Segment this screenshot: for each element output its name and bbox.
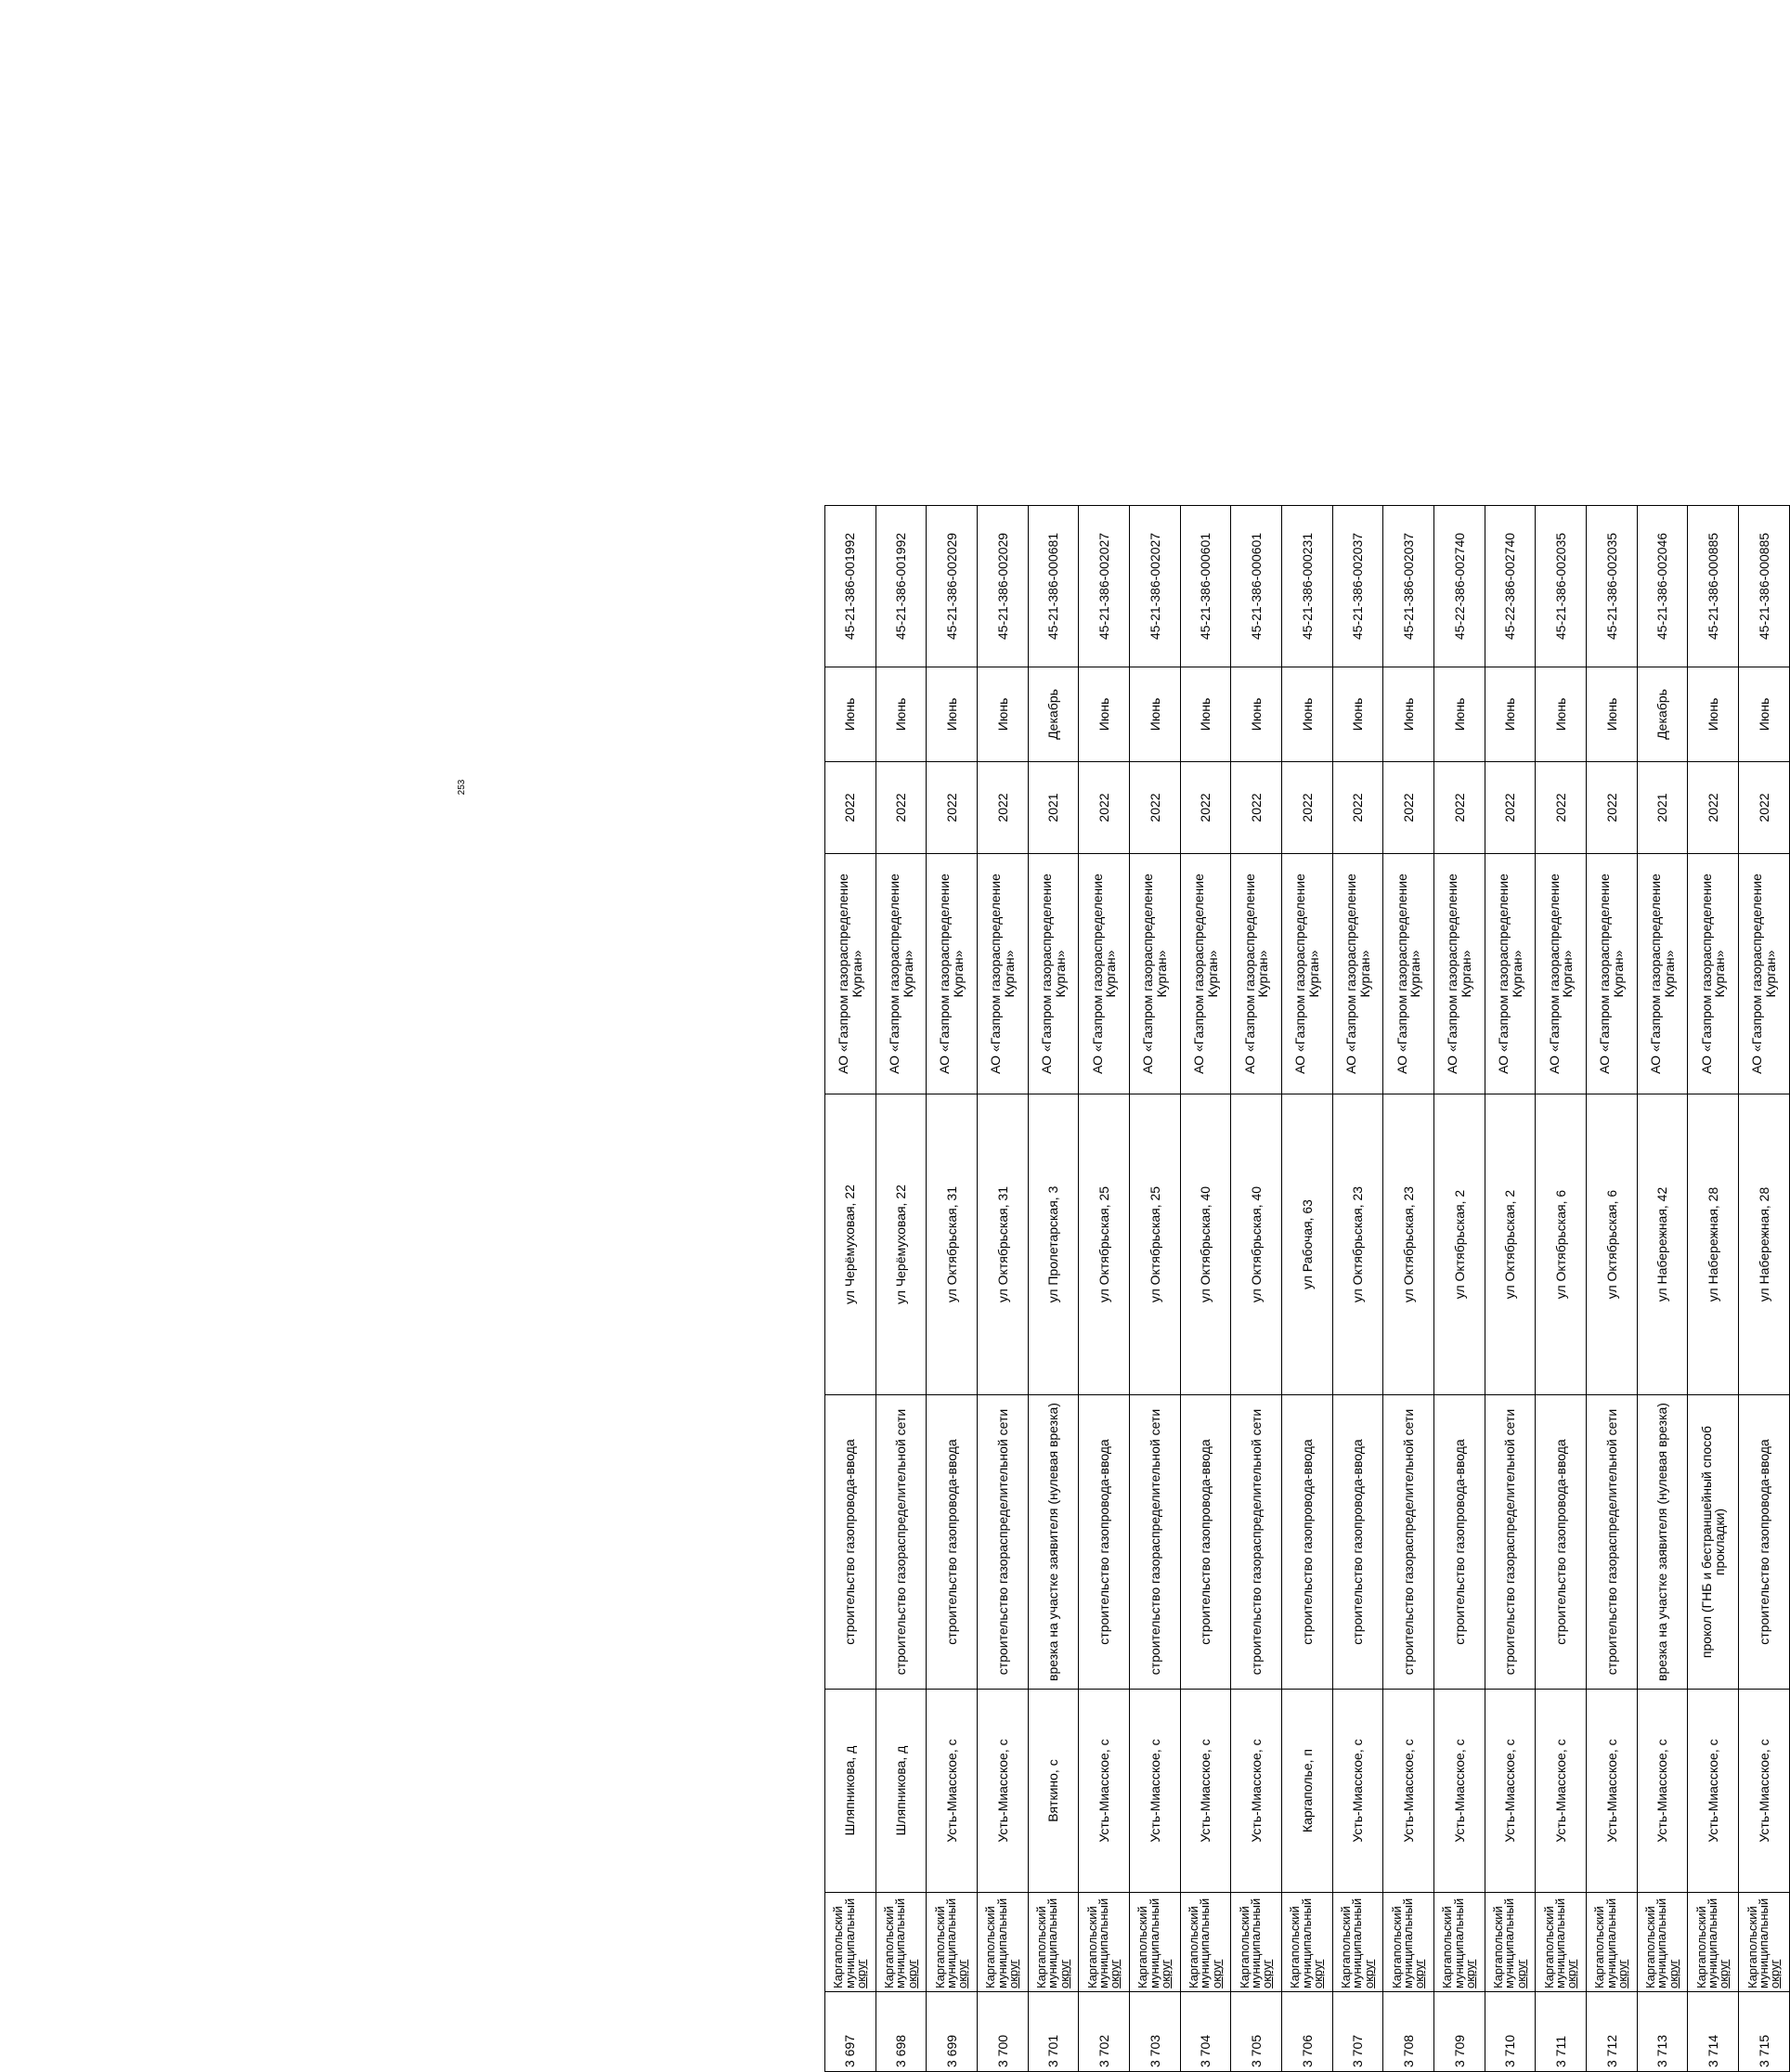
- locality-cell: Усть-Миасское, с: [1079, 1690, 1130, 1893]
- application-code-cell: 45-21-386-001992: [876, 506, 927, 667]
- district-line-3: округ: [1260, 1959, 1275, 1988]
- organization-cell: АО «Газпром газораспределение Курган»: [1637, 854, 1688, 1094]
- table-row: [1637, 506, 1688, 2072]
- district-cell: [1079, 1893, 1130, 1992]
- address-cell: ул Октябрьская, 6: [1536, 1094, 1587, 1395]
- district-cell: [825, 1893, 876, 1992]
- locality-cell: Шляпникова, д: [825, 1690, 876, 1893]
- address-cell: ул Набережная, 42: [1637, 1094, 1688, 1395]
- table-row: [1332, 506, 1383, 2072]
- locality-cell: Усть-Миасское, с: [1536, 1690, 1587, 1893]
- month-cell: Июнь: [1536, 667, 1587, 762]
- locality-cell: Усть-Миасское, с: [1434, 1690, 1485, 1893]
- row-number-cell: 3 709: [1434, 1992, 1485, 2072]
- district-line-2: муниципальный: [1654, 1897, 1669, 1988]
- application-code-cell: 45-21-386-002037: [1332, 506, 1383, 667]
- district-line-1: Каргапольский: [1491, 1906, 1506, 1988]
- page-number: 253: [457, 779, 467, 796]
- district-cell: [927, 1893, 978, 1992]
- district-line-2: муниципальный: [1045, 1897, 1060, 1988]
- table-row: [1180, 506, 1231, 2072]
- address-cell: ул Черёмуховая, 22: [876, 1094, 927, 1395]
- district-line-1: Каргапольский: [983, 1906, 998, 1988]
- application-code-cell: 45-21-386-002035: [1536, 506, 1587, 667]
- table-row: [1587, 506, 1638, 2072]
- work-type-cell: строительство газопровода-ввода: [1332, 1395, 1383, 1690]
- application-code-cell: 45-21-386-000681: [1028, 506, 1079, 667]
- district-line-2: муниципальный: [944, 1897, 958, 1988]
- table-row: [927, 506, 978, 2072]
- address-cell: ул Октябрьская, 25: [1079, 1094, 1130, 1395]
- locality-cell: Усть-Миасское, с: [1637, 1690, 1688, 1893]
- table-row: [1130, 506, 1181, 2072]
- organization-cell: АО «Газпром газораспределение Курган»: [1028, 854, 1079, 1094]
- application-code-cell: 45-21-386-001992: [825, 506, 876, 667]
- month-cell: Июнь: [978, 667, 1029, 762]
- address-cell: ул Октябрьская, 2: [1485, 1094, 1536, 1395]
- address-cell: ул Октябрьская, 2: [1434, 1094, 1485, 1395]
- table-row: [1231, 506, 1282, 2072]
- district-line-2: муниципальный: [1756, 1897, 1771, 1988]
- locality-cell: Усть-Миасское, с: [1383, 1690, 1434, 1893]
- row-number-cell: 3 698: [876, 1992, 927, 2072]
- district-line-2: муниципальный: [893, 1897, 908, 1988]
- year-cell: 2021: [1637, 762, 1688, 854]
- district-line-2: муниципальный: [1299, 1897, 1314, 1988]
- address-cell: ул Октябрьская, 40: [1180, 1094, 1231, 1395]
- month-cell: Июнь: [825, 667, 876, 762]
- organization-cell: АО «Газпром газораспределение Курган»: [978, 854, 1029, 1094]
- district-line-1: Каргапольский: [1693, 1906, 1708, 1988]
- district-line-3: округ: [1006, 1959, 1021, 1988]
- district-line-1: Каргапольский: [1541, 1906, 1556, 1988]
- address-cell: ул Октябрьская, 6: [1587, 1094, 1638, 1395]
- application-code-cell: 45-21-386-002046: [1637, 506, 1688, 667]
- table-row: [1739, 506, 1790, 2072]
- year-cell: 2022: [1536, 762, 1587, 854]
- district-line-1: Каргапольский: [1339, 1906, 1354, 1988]
- locality-cell: Усть-Миасское, с: [1180, 1690, 1231, 1893]
- work-type-cell: строительство газораспределительной сети: [1231, 1395, 1282, 1690]
- register-table: [824, 505, 1790, 2072]
- year-cell: 2022: [1079, 762, 1130, 854]
- work-type-cell: строительство газораспределительной сети: [1383, 1395, 1434, 1690]
- work-type-cell: строительство газораспределительной сети: [978, 1395, 1029, 1690]
- organization-cell: АО «Газпром газораспределение Курган»: [876, 854, 927, 1094]
- year-cell: 2022: [825, 762, 876, 854]
- table-row: [1028, 506, 1079, 2072]
- district-line-2: муниципальный: [1249, 1897, 1264, 1988]
- locality-cell: Усть-Миасское, с: [1332, 1690, 1383, 1893]
- locality-cell: Усть-Миасское, с: [1587, 1690, 1638, 1893]
- district-cell: [1637, 1893, 1688, 1992]
- district-line-1: Каргапольский: [881, 1906, 896, 1988]
- district-line-2: муниципальный: [1401, 1897, 1416, 1988]
- row-number-cell: 3 700: [978, 1992, 1029, 2072]
- locality-cell: Усть-Миасское, с: [927, 1690, 978, 1893]
- row-number-cell: 3 701: [1028, 1992, 1079, 2072]
- row-number-cell: 3 705: [1231, 1992, 1282, 2072]
- district-line-1: Каргапольский: [1745, 1906, 1759, 1988]
- month-cell: Июнь: [1739, 667, 1790, 762]
- month-cell: Июнь: [927, 667, 978, 762]
- district-line-3: округ: [1513, 1959, 1528, 1988]
- district-line-3: округ: [1615, 1959, 1630, 1988]
- district-line-2: муниципальный: [1350, 1897, 1365, 1988]
- district-cell: [1028, 1893, 1079, 1992]
- district-line-3: округ: [1768, 1959, 1783, 1988]
- district-cell: [1536, 1893, 1587, 1992]
- district-line-1: Каргапольский: [831, 1906, 846, 1988]
- district-line-1: Каргапольский: [1237, 1906, 1252, 1988]
- application-code-cell: 45-21-386-002027: [1130, 506, 1181, 667]
- district-line-3: округ: [1666, 1959, 1680, 1988]
- district-line-2: муниципальный: [1553, 1897, 1568, 1988]
- district-line-3: округ: [1564, 1959, 1579, 1988]
- year-cell: 2022: [1434, 762, 1485, 854]
- work-type-cell: врезка на участке заявителя (нулевая врезка): [1028, 1395, 1079, 1690]
- month-cell: Июнь: [1079, 667, 1130, 762]
- work-type-cell: строительство газопровода-ввода: [1282, 1395, 1333, 1690]
- address-cell: ул Октябрьская, 23: [1332, 1094, 1383, 1395]
- table-row: [876, 506, 927, 2072]
- row-number-cell: 3 715: [1739, 1992, 1790, 2072]
- district-line-3: округ: [1311, 1959, 1326, 1988]
- district-line-1: Каргапольский: [1643, 1906, 1658, 1988]
- application-code-cell: 45-21-386-000601: [1231, 506, 1282, 667]
- work-type-cell: строительство газопровода-ввода: [1079, 1395, 1130, 1690]
- district-line-2: муниципальный: [1451, 1897, 1466, 1988]
- district-line-2: муниципальный: [1603, 1897, 1618, 1988]
- address-cell: ул Октябрьская, 40: [1231, 1094, 1282, 1395]
- district-line-3: округ: [1209, 1959, 1224, 1988]
- work-type-cell: строительство газопровода-ввода: [1434, 1395, 1485, 1690]
- locality-cell: Шляпникова, д: [876, 1690, 927, 1893]
- organization-cell: АО «Газпром газораспределение Курган»: [1434, 854, 1485, 1094]
- district-line-1: Каргапольский: [932, 1906, 947, 1988]
- year-cell: 2022: [1383, 762, 1434, 854]
- district-line-3: округ: [1057, 1959, 1071, 1988]
- application-code-cell: 45-21-386-000231: [1282, 506, 1333, 667]
- organization-cell: АО «Газпром газораспределение Курган»: [1332, 854, 1383, 1094]
- locality-cell: Каргаполье, п: [1282, 1690, 1333, 1893]
- district-line-1: Каргапольский: [1187, 1906, 1201, 1988]
- work-type-cell: строительство газораспределительной сети: [1130, 1395, 1181, 1690]
- locality-cell: Усть-Миасское, с: [1130, 1690, 1181, 1893]
- work-type-cell: строительство газораспределительной сети: [1587, 1395, 1638, 1690]
- application-code-cell: 45-21-386-000601: [1180, 506, 1231, 667]
- organization-cell: АО «Газпром газораспределение Курган»: [1383, 854, 1434, 1094]
- row-number-cell: 3 699: [927, 1992, 978, 2072]
- application-code-cell: 45-21-386-002029: [978, 506, 1029, 667]
- month-cell: Июнь: [876, 667, 927, 762]
- work-type-cell: прокол (ГНБ и бестраншейный способ прокладки): [1688, 1395, 1739, 1690]
- year-cell: 2022: [1485, 762, 1536, 854]
- district-line-3: округ: [1463, 1959, 1478, 1988]
- register-table-body: [825, 506, 1790, 2072]
- application-code-cell: 45-22-386-002740: [1485, 506, 1536, 667]
- district-cell: [1485, 1893, 1536, 1992]
- table-row: [1688, 506, 1739, 2072]
- district-cell: [1383, 1893, 1434, 1992]
- table-row: [1536, 506, 1587, 2072]
- address-cell: ул Рабочая, 63: [1282, 1094, 1333, 1395]
- locality-cell: Усть-Миасское, с: [1688, 1690, 1739, 1893]
- district-line-2: муниципальный: [1198, 1897, 1213, 1988]
- work-type-cell: строительство газопровода-ввода: [1739, 1395, 1790, 1690]
- row-number-cell: 3 708: [1383, 1992, 1434, 2072]
- work-type-cell: строительство газопровода-ввода: [825, 1395, 876, 1690]
- row-number-cell: 3 706: [1282, 1992, 1333, 2072]
- month-cell: Июнь: [1485, 667, 1536, 762]
- application-code-cell: 45-21-386-002037: [1383, 506, 1434, 667]
- application-code-cell: 45-21-386-000885: [1688, 506, 1739, 667]
- work-type-cell: строительство газопровода-ввода: [927, 1395, 978, 1690]
- address-cell: ул Набережная, 28: [1688, 1094, 1739, 1395]
- year-cell: 2022: [978, 762, 1029, 854]
- district-line-1: Каргапольский: [1440, 1906, 1455, 1988]
- month-cell: Июнь: [1180, 667, 1231, 762]
- locality-cell: Усть-Миасское, с: [1485, 1690, 1536, 1893]
- district-cell: [1231, 1893, 1282, 1992]
- work-type-cell: строительство газораспределительной сети: [1485, 1395, 1536, 1690]
- year-cell: 2022: [1231, 762, 1282, 854]
- locality-cell: Вяткино, с: [1028, 1690, 1079, 1893]
- organization-cell: АО «Газпром газораспределение Курган»: [1739, 854, 1790, 1094]
- organization-cell: АО «Газпром газораспределение Курган»: [825, 854, 876, 1094]
- application-code-cell: 45-21-386-000885: [1739, 506, 1790, 667]
- application-code-cell: 45-21-386-002029: [927, 506, 978, 667]
- organization-cell: АО «Газпром газораспределение Курган»: [1231, 854, 1282, 1094]
- table-row: [978, 506, 1029, 2072]
- register-table-container: [824, 532, 1790, 2072]
- organization-cell: АО «Газпром газораспределение Курган»: [927, 854, 978, 1094]
- month-cell: Июнь: [1688, 667, 1739, 762]
- district-line-2: муниципальный: [1502, 1897, 1517, 1988]
- row-number-cell: 3 704: [1180, 1992, 1231, 2072]
- year-cell: 2022: [1332, 762, 1383, 854]
- district-cell: [1332, 1893, 1383, 1992]
- row-number-cell: 3 702: [1079, 1992, 1130, 2072]
- district-line-2: муниципальный: [1096, 1897, 1111, 1988]
- address-cell: ул Черёмуховая, 22: [825, 1094, 876, 1395]
- row-number-cell: 3 714: [1688, 1992, 1739, 2072]
- locality-cell: Усть-Миасское, с: [1739, 1690, 1790, 1893]
- row-number-cell: 3 711: [1536, 1992, 1587, 2072]
- district-line-3: округ: [1412, 1959, 1427, 1988]
- district-line-1: Каргапольский: [1288, 1906, 1303, 1988]
- district-cell: [1587, 1893, 1638, 1992]
- district-cell: [1434, 1893, 1485, 1992]
- application-code-cell: 45-21-386-002035: [1587, 506, 1638, 667]
- district-line-3: округ: [955, 1959, 970, 1988]
- district-line-3: округ: [1108, 1959, 1122, 1988]
- district-line-3: округ: [854, 1959, 868, 1988]
- district-line-1: Каргапольский: [1592, 1906, 1607, 1988]
- month-cell: Июнь: [1231, 667, 1282, 762]
- application-code-cell: 45-21-386-002027: [1079, 506, 1130, 667]
- month-cell: Июнь: [1130, 667, 1181, 762]
- district-cell: [876, 1893, 927, 1992]
- row-number-cell: 3 697: [825, 1992, 876, 2072]
- table-row: [1383, 506, 1434, 2072]
- district-line-1: Каргапольский: [1135, 1906, 1150, 1988]
- organization-cell: АО «Газпром газораспределение Курган»: [1587, 854, 1638, 1094]
- organization-cell: АО «Газпром газораспределение Курган»: [1180, 854, 1231, 1094]
- year-cell: 2022: [1282, 762, 1333, 854]
- district-line-1: Каргапольский: [1389, 1906, 1404, 1988]
- district-line-3: округ: [904, 1959, 919, 1988]
- district-cell: [1739, 1893, 1790, 1992]
- district-cell: [978, 1893, 1029, 1992]
- district-line-1: Каргапольский: [1084, 1906, 1099, 1988]
- year-cell: 2022: [1688, 762, 1739, 854]
- organization-cell: АО «Газпром газораспределение Курган»: [1485, 854, 1536, 1094]
- row-number-cell: 3 713: [1637, 1992, 1688, 2072]
- year-cell: 2022: [1587, 762, 1638, 854]
- row-number-cell: 3 707: [1332, 1992, 1383, 2072]
- row-number-cell: 3 710: [1485, 1992, 1536, 2072]
- work-type-cell: строительство газопровода-ввода: [1180, 1395, 1231, 1690]
- year-cell: 2022: [927, 762, 978, 854]
- organization-cell: АО «Газпром газораспределение Курган»: [1536, 854, 1587, 1094]
- district-line-3: округ: [1159, 1959, 1174, 1988]
- table-row: [825, 506, 876, 2072]
- district-cell: [1688, 1893, 1739, 1992]
- year-cell: 2022: [876, 762, 927, 854]
- month-cell: Июнь: [1383, 667, 1434, 762]
- work-type-cell: строительство газораспределительной сети: [876, 1395, 927, 1690]
- district-cell: [1130, 1893, 1181, 1992]
- district-cell: [1180, 1893, 1231, 1992]
- month-cell: Декабрь: [1637, 667, 1688, 762]
- district-line-3: округ: [1717, 1959, 1732, 1988]
- organization-cell: АО «Газпром газораспределение Курган»: [1079, 854, 1130, 1094]
- organization-cell: АО «Газпром газораспределение Курган»: [1130, 854, 1181, 1094]
- address-cell: ул Пролетарская, 3: [1028, 1094, 1079, 1395]
- table-row: [1434, 506, 1485, 2072]
- year-cell: 2022: [1130, 762, 1181, 854]
- row-number-cell: 3 703: [1130, 1992, 1181, 2072]
- month-cell: Июнь: [1332, 667, 1383, 762]
- district-line-2: муниципальный: [1706, 1897, 1720, 1988]
- address-cell: ул Октябрьская, 23: [1383, 1094, 1434, 1395]
- district-line-2: муниципальный: [842, 1897, 857, 1988]
- organization-cell: АО «Газпром газораспределение Курган»: [1688, 854, 1739, 1094]
- table-row: [1282, 506, 1333, 2072]
- district-line-3: округ: [1361, 1959, 1376, 1988]
- table-row: [1485, 506, 1536, 2072]
- month-cell: Июнь: [1282, 667, 1333, 762]
- month-cell: Июнь: [1587, 667, 1638, 762]
- district-line-2: муниципальный: [994, 1897, 1009, 1988]
- address-cell: ул Октябрьская, 25: [1130, 1094, 1181, 1395]
- year-cell: 2022: [1180, 762, 1231, 854]
- address-cell: ул Октябрьская, 31: [978, 1094, 1029, 1395]
- work-type-cell: строительство газопровода-ввода: [1536, 1395, 1587, 1690]
- organization-cell: АО «Газпром газораспределение Курган»: [1282, 854, 1333, 1094]
- district-line-1: Каргапольский: [1034, 1906, 1048, 1988]
- locality-cell: Усть-Миасское, с: [1231, 1690, 1282, 1893]
- district-line-2: муниципальный: [1147, 1897, 1161, 1988]
- year-cell: 2021: [1028, 762, 1079, 854]
- row-number-cell: 3 712: [1587, 1992, 1638, 2072]
- locality-cell: Усть-Миасское, с: [978, 1690, 1029, 1893]
- address-cell: ул Набережная, 28: [1739, 1094, 1790, 1395]
- year-cell: 2022: [1739, 762, 1790, 854]
- table-row: [1079, 506, 1130, 2072]
- month-cell: Июнь: [1434, 667, 1485, 762]
- application-code-cell: 45-22-386-002740: [1434, 506, 1485, 667]
- district-cell: [1282, 1893, 1333, 1992]
- work-type-cell: врезка на участке заявителя (нулевая врезка): [1637, 1395, 1688, 1690]
- month-cell: Декабрь: [1028, 667, 1079, 762]
- address-cell: ул Октябрьская, 31: [927, 1094, 978, 1395]
